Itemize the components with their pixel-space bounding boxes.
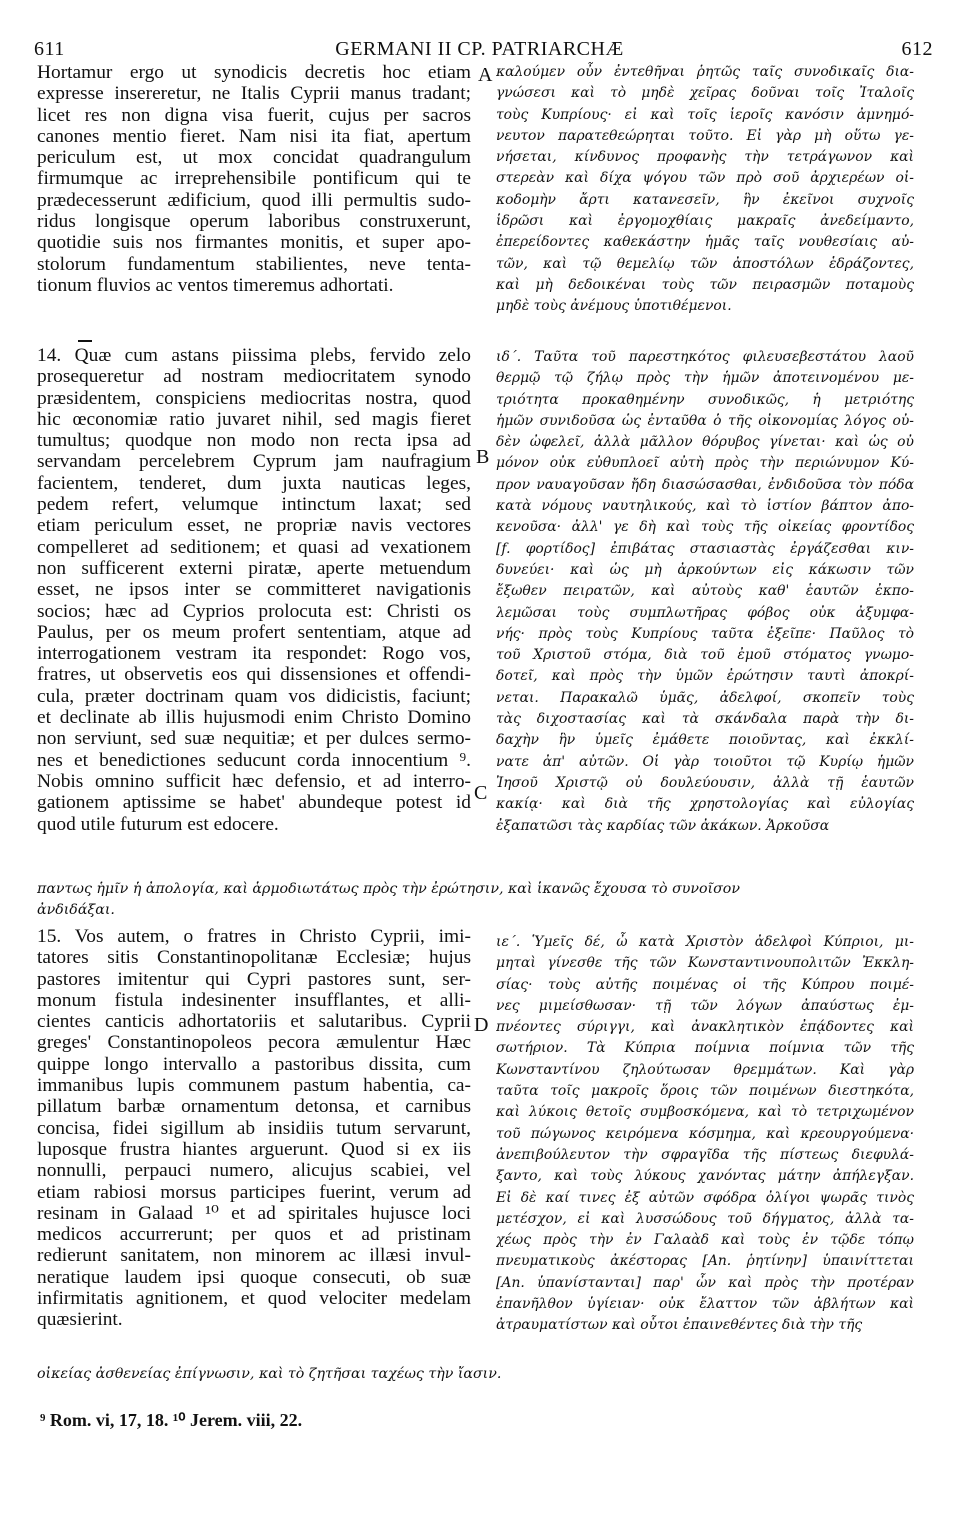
text-line: σίας· τοὺς αὐτῆς ποιμένας οἱ τῆς Κύπρου ποιμέ- — [496, 976, 914, 993]
greek-final-line: οἰκείας ἀσθενείας ἐπίγνωσιν, καὶ τὸ ζητῆσαι ταχέως τὴν ἴασιν. — [37, 1366, 502, 1382]
text-line: monum fistula indesinenter insufflantes, et alli- — [37, 989, 471, 1011]
greek-paragraph-13 — [496, 62, 914, 318]
text-line: interrogationem vestram ita respondet: Rogo vos, — [37, 643, 471, 665]
text-line: [f. φορτίδος] ἐπιβάτας στασιαστὰς ἐργάζεσθαι κιν- — [496, 540, 914, 557]
text-line: χέως πρὸς τὴν ἐν Γαλαὰδ καὶ τοὺς ἐν τῷδε τόπῳ — [496, 1232, 914, 1249]
text-line: quotidie suis nos firmantes monitis, et super apo- — [37, 232, 471, 254]
text-line: greges' Constantinopoleos pecora æmulentur Hæc — [37, 1032, 471, 1054]
text-line: Εἰ δὲ καί τινες ἐξ αὐτῶν σφόδρα ὀλίγοι ψωρᾶς τινὸς — [496, 1189, 914, 1206]
text-line: ridus longisque operum laboribus construxerunt, — [37, 211, 471, 233]
text-line: ἀνεπιβούλευτον τὴν σφραγῖδα τῆς πίστεως διεφυλά- — [496, 1146, 914, 1163]
text-line: πνέοντες σύριγγι, καὶ ἀνακλητικὸν ἐπᾴδοντες καὶ — [496, 1019, 914, 1036]
text-line: μηταὶ γίνεσθε τῆς τῶν Κωνσταντινουπολιτῶν Ἐκκλη- — [496, 955, 914, 972]
text-line: resinam in Galaad ¹⁰ et ad spiritales hujusce loci — [37, 1202, 471, 1224]
text-line: καλούμεν οὖν ἐντεθῆναι ῥητῶς ταῖς συνοδικαῖς δια- — [496, 64, 914, 80]
text-line: periculum est, ut mox concidat quadrangulum — [37, 147, 471, 169]
text-line: μετέσχον, εἰ καὶ λυσσώδους τοῦ δήγματος, ἀλλὰ τα- — [496, 1210, 914, 1227]
text-line: ιδ΄. Ταῦτα τοῦ παρεστηκότος φιλευσεβεστάτου λαοῦ — [496, 349, 914, 365]
text-line: τοῦ πώγωνος κειρόμενα κόσμημα, καὶ κρεουργούμενα· — [496, 1125, 914, 1142]
margin-marker-a: A — [478, 64, 493, 86]
text-line: δοτεῖ, καὶ πρὸς τὴν ὑμῶν ἐρώτησιν ταυτὶ ἀποκρί- — [496, 668, 914, 685]
page-number-right: 612 — [901, 38, 933, 60]
text-line: etiam periculum esset, ne propriæ navis vectores — [37, 515, 471, 537]
text-line: compelleret ad seditionem; et quasi ad vexationem — [37, 536, 471, 558]
text-line: neratique laudem ipsi quoque consecuti, ob suæ — [37, 1266, 471, 1288]
text-line: præsidentem, conspiciens mediocritas nostra, quod — [37, 387, 471, 409]
text-line: ταῦτα τοῖς μακροῖς ὅροις τῶν ποιμένων διεστηκότα, — [496, 1083, 914, 1100]
text-line: facientem, tenderet, dum juxta nauticas leges, — [37, 472, 471, 494]
text-line: ξαντο, καὶ τοὺς λύκους χανόντας μάτην ἀπήλεγξαν. — [496, 1168, 914, 1185]
text-line: γνώσεσι καὶ τὸ μηδὲ χεῖρας δοῦναι τοῖς Ἰταλοῖς — [496, 85, 914, 102]
text-line: τοὺς Κυπρίους· εἰ καὶ τοῖς ἱεροῖς κανόσιν ἀμνημό- — [496, 106, 914, 123]
text-line: νατε ἀπ' αὐτῶν. Οἱ γὰρ τοιοῦτοι τῷ Κυρίῳ ἡμῶν — [496, 753, 914, 770]
text-line: τοῦ Χριστοῦ στόμα, διὰ τοῦ ἐμοῦ στόματος γνωμο- — [496, 647, 914, 664]
text-line: στερεὰν καὶ δίχα ψόγου τῶν πρὸ σοῦ ἀρχιερέων οἰ- — [496, 170, 914, 187]
text-line: tumultus; quodque non modo non recta ipsa ad — [37, 430, 471, 452]
text-line: cula, præter doctrinam quam vos didicistis, faciunt; — [37, 685, 471, 707]
text-line: medicos accurrerunt; per quos et ad pristinam — [37, 1224, 471, 1246]
text-line: μηδὲ τοὺς ἀνέμους ὑποτιθέμενοι. — [496, 298, 732, 315]
text-line: licet res non digna visa fuerit, cujus per sacros — [37, 104, 471, 126]
text-line: Hortamur ergo ut synodicis decretis hoc etiam — [37, 62, 471, 83]
running-title: GERMANI II CP. PATRIARCHÆ — [335, 38, 624, 60]
text-line: esset, ne ipsos inter se committeret navigationis — [37, 579, 471, 601]
text-line: 15. Vos autem, o fratres in Christo Cyprii, imi- — [37, 926, 471, 947]
text-line: redierunt sanitatem, non minorem ac illæsi invul- — [37, 1245, 471, 1267]
paragraph-separator — [78, 340, 92, 342]
text-line: ἐξαπατῶσι τὰς καρδίας τῶν ἀκάκων. Ἀρκοῦσα — [496, 817, 830, 834]
text-line: ἔξωθεν πειρατῶν, καὶ αὐτοὺς καθ' ἑαυτῶν ἐκπο- — [496, 583, 914, 600]
text-line: quæsierint. — [37, 1309, 123, 1331]
text-line: δυνεύει· καὶ ὡς μὴ ἀρκούντων εἰς κάκωσιν τῶν — [496, 561, 914, 578]
text-line: infirmitatis agnitionem, et quod velociter medelam — [37, 1288, 471, 1310]
text-line: καὶ μὴ δεδοικέναι τοὺς τῶν πειρασμῶν ποταμοὺς — [496, 276, 914, 293]
text-line: prædecesserunt ædificium, quod illi permultis sudo- — [37, 189, 471, 211]
greek-paragraph-15 — [496, 932, 914, 1337]
text-line: pastores imitentur qui Cypri pastores sunt, ser- — [37, 968, 471, 990]
text-line: μόνον οὐκ εὐθυπλοεῖ αὐτὴ πρὸς τὴν περιώνυμον Κύ- — [496, 455, 914, 472]
text-line: πνευματικοὺς ἀκέστορας [An. ῥητίνην] ὑπαινίττεται — [496, 1253, 914, 1270]
text-line: ἡμῶν συνιδοῦσα ὡς ἐνταῦθα ὁ τῆς οἰκονομίας λόγος οὐ- — [496, 412, 914, 429]
text-line: luposque frustra hiantes arguerunt. Quod si ex iis — [37, 1138, 471, 1160]
text-line: pillatum barbæ ornamentum detonsa, et carnibus — [37, 1096, 471, 1118]
text-line: δὲν ὠφελεῖ, ἀλλὰ μᾶλλον θόρυβος γίνεται· καὶ ὡς οὐ — [496, 434, 914, 451]
margin-marker-d: D — [474, 1014, 489, 1036]
greek-paragraph-14 — [496, 347, 914, 837]
text-line: concisa, fidei sigillum ab insidiis tutum servarunt, — [37, 1117, 471, 1139]
text-line: κακίᾳ· καὶ διὰ τῆς χρηστολογίας καὶ εὐλογίας — [496, 796, 914, 813]
latin-paragraph-14 — [37, 345, 471, 835]
greek-full-width-line-end: ἀνδιδάξαι. — [37, 902, 115, 918]
text-line: hic œconomiæ ratio juvaret nihil, sed magis fieret — [37, 408, 471, 430]
text-line: prosequeretur ad nostram mediocritatem synodo — [37, 366, 471, 388]
text-line: ἐπανῆλθον ὑγίειαν· οὐκ ἔλαττον τῶν ἀβλήτων καὶ — [496, 1296, 914, 1313]
footnote: ⁹ Rom. vi, 17, 18. ¹⁰ Jerem. viii, 22. — [40, 1410, 303, 1430]
text-line: nonnulli, perpauci numero, alicujus scabiei, vel — [37, 1160, 471, 1182]
text-line: Paulus, per os meum profert sententiam, atque ad — [37, 621, 471, 643]
text-line: Κωνσταντίνου ζηλούτωσαν θρεμμάτων. Καὶ γὰρ — [496, 1061, 914, 1078]
text-line: θερμῷ τῷ ζήλῳ πρὸς τὴν ἡμῶν ἀποτεινομένου με- — [496, 370, 914, 387]
text-line: καὶ λύκοις θετοῖς συμβοσκόμενα, καὶ τὸ τετριχωμένον — [496, 1104, 914, 1121]
latin-paragraph-15 — [37, 926, 471, 1331]
text-line: quippe longo intervallo a pastoribus dissita, cum — [37, 1053, 471, 1075]
text-line: gationem aptissime se habet' abundeque potest id — [37, 792, 471, 814]
text-line: σωτήριον. Τὰ Κύπρια ποίμνια ποίμνια τῶν τῆς — [496, 1040, 914, 1057]
greek-full-width-line: παντως ἡμῖν ἡ ἀπολογία, καὶ ἁρμοδιωτάτως πρὸς τὴν ἐρώτησιν, καὶ ἱκανῶς ἔχουσα τὸ συνοῖσον — [37, 881, 740, 897]
text-line: 14. Quæ cum astans piissima plebs, fervido zelo — [37, 345, 471, 366]
text-line: κοδομὴν ἄρτι κατανεσεῖν, ἣν ἐκεῖνοι συχνοῖς — [496, 191, 914, 208]
text-line: λεμῶσαι τοὺς συμπλωτῆρας φόβος οὐκ ἀξυμφα- — [496, 604, 914, 621]
text-line: ἐπερείδοντες καθεκάστην ἡμᾶς ταῖς νουθεσίαις αὐ- — [496, 234, 914, 251]
text-line: νήσεται, κίνδυνος προφανὴς τὴν τετράγωνον καὶ — [496, 149, 914, 166]
text-line: ιε΄. Ὑμεῖς δέ, ὦ κατὰ Χριστὸν ἀδελφοὶ Κύπριοι, μι- — [496, 934, 914, 950]
text-line: canones mentio fieret. Nam nisi ita fiat, apertum — [37, 125, 471, 147]
margin-marker-b: B — [476, 446, 490, 468]
text-line: tionum fluvios ac ventos timeremus adhortati. — [37, 274, 394, 296]
latin-paragraph-13 — [37, 62, 471, 296]
text-line: [An. ὑπανίστανται] παρ' ὧν καὶ πρὸς τὴν προτέραν — [496, 1274, 914, 1291]
text-line: τὰς διχοστασίας καὶ τὰ σκάνδαλα παρὰ τὴν δι- — [496, 711, 914, 728]
text-line: νής· πρὸς τοὺς Κυπρίους ταῦτα ἐξεῖπε· Παῦλος τὸ — [496, 625, 914, 642]
text-line: cientes canticis adhortatoriis et salutaribus. Cyprii — [37, 1011, 471, 1033]
text-line: non sufficerent externi piratæ, aperte metuendum — [37, 557, 471, 579]
text-line: firmumque ac irreprehensibile pontificum qui te — [37, 168, 471, 190]
text-line: Ἰησοῦ Χριστῷ οὐ δουλεύουσιν, ἀλλὰ τῇ ἑαυτῶν — [496, 774, 914, 791]
text-line: immanibus lupis communem pastum habentia, ca- — [37, 1075, 471, 1097]
text-line: non serviunt, sed suæ nequitiæ; et per dulces sermo- — [37, 728, 471, 750]
text-line: stolorum fundamentum stabilientes, neve tenta- — [37, 253, 471, 275]
text-line: pedem refert, velumque intinctum laxat; sed — [37, 494, 471, 516]
page-number-left: 611 — [34, 38, 65, 60]
text-line: tatores sitis Constantinopolitanæ Ecclesiæ; hujus — [37, 947, 471, 969]
text-line: fratres, ut observetis eos qui dissensiones et offendi- — [37, 664, 471, 686]
text-line: τῶν, καὶ τῷ θεμελίῳ τῶν ἀποστόλων ἑδράζοντες, — [496, 255, 914, 272]
text-line: κατὰ νόμους ναυτηλικούς, καὶ τὸ ἱστίον βάπτον ἀπο- — [496, 498, 914, 515]
text-line: quod utile futurum est edocere. — [37, 813, 279, 835]
text-line: ἱδρῶσι καὶ ἐργομοχθίαις μακραῖς ἀνεδείμαντο, — [496, 213, 914, 230]
margin-marker-c: C — [474, 782, 488, 804]
text-line: etiam rabiosi morsus participes fuerint, verum ad — [37, 1181, 471, 1203]
text-line: νευτον παρατεθεώρηται τοῦτο. Εἰ γὰρ μὴ οὕτω γε- — [496, 127, 914, 144]
text-line: τριότητα προκαθημένην συνοδικῶς, ἡ μετριότης — [496, 391, 914, 408]
text-line: προν ναυαγοῦσαν ἤδη διασώσασθαι, ἐνδιδοῦσα τὸν πόδα — [496, 476, 914, 493]
text-line: et declinate ab illis hujusmodi enim Christo Domino — [37, 707, 471, 729]
text-line: servandam percelebrem Cyprum jam naufragium — [37, 451, 471, 473]
text-line: κενοῦσα· ἀλλ' γε δὴ καὶ τοὺς τῆς οἰκείας φροντίδος — [496, 519, 914, 536]
text-line: Nobis omnino sufficit hæc defensio, et ad interro- — [37, 770, 471, 792]
text-line: νες μιμείσθωσαν· τῇ τῶν λόγων ἀπαύστως ἐμ- — [496, 997, 914, 1014]
text-line: νεται. Παρακαλῶ ὑμᾶς, ἀδελφοί, σκοπεῖν τοὺς — [496, 689, 914, 706]
text-line: socios; hæc ad Cyprios prolocuta est: Christi os — [37, 600, 471, 622]
text-line: nes et benedictiones seducunt corda innocentium ⁹. — [37, 749, 471, 771]
text-line: expresse insereretur, ne Italis Cyprii manus tradant; — [37, 83, 471, 105]
text-line: ἀτραυματίστων καὶ οὗτοι ἐπαινεθέντες διὰ τὴν τῆς — [496, 1317, 863, 1334]
text-line: δαχὴν ἣν ὑμεῖς ἐμάθετε ποιοῦντας, καὶ ἐκκλί- — [496, 732, 914, 749]
